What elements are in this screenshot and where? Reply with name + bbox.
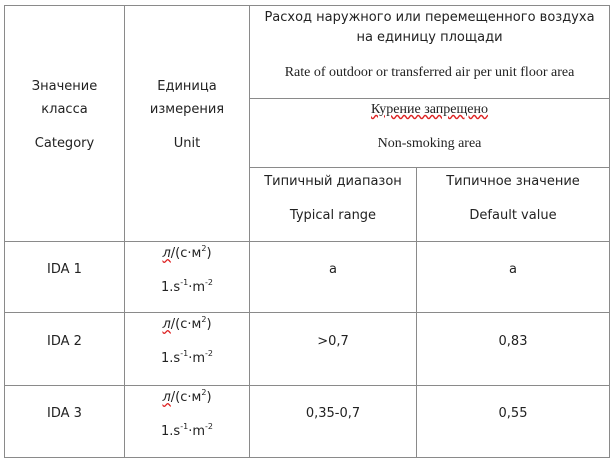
row-unit: [125, 242, 249, 312]
header-unit: [125, 6, 249, 241]
header-category-ru-2: класса: [41, 102, 88, 117]
header-category: [5, 6, 124, 241]
header-default-value: [417, 168, 609, 241]
row-typical: 0,35-0,7: [305, 406, 361, 421]
header-typical-en: Typical range: [289, 208, 377, 223]
row-default: 0,55: [498, 406, 528, 421]
row-typical: >0,7: [317, 334, 349, 349]
unit-en: $1.s^{-1}\cdot m^{-2}$: [161, 422, 213, 439]
row-category: IDA 2: [47, 334, 82, 349]
unit-en: $1.s^{-1}\cdot m^{-2}$: [161, 349, 213, 366]
row-category: IDA 3: [47, 406, 82, 421]
header-smoking-en: Non-smoking area: [377, 136, 482, 151]
unit-en: $1.s^{-1}\cdot m^{-2}$: [161, 278, 213, 295]
unit-ru: $л/(с\cdot м^2)$: [162, 315, 212, 332]
header-unit-ru-1: Единица: [157, 79, 217, 94]
grid-line-h-header-end: [4, 241, 610, 242]
header-rate-ru-2: на единицу площади: [356, 30, 503, 45]
header-typical-range: [250, 168, 416, 241]
header-rate: [250, 6, 609, 98]
header-category-en: Category: [34, 136, 95, 151]
header-typical-ru: Типичный диапазон: [264, 174, 402, 189]
header-rate-en: Rate of outdoor or transferred air per unit floor area: [284, 65, 575, 80]
header-smoking: [250, 99, 609, 167]
header-rate-ru-1: Расход наружного или перемещенного воздуха: [264, 10, 595, 25]
header-category-ru-1: Значение: [31, 79, 98, 94]
row-category: IDA 1: [47, 262, 82, 277]
row-unit: [125, 386, 249, 457]
grid-line-bottom: [4, 457, 610, 458]
row-typical: a: [329, 262, 337, 277]
grid-line-right: [609, 5, 610, 458]
unit-ru: $л/(с\cdot м^2)$: [162, 244, 212, 261]
header-smoking-ru: Курение запрещено: [371, 102, 488, 117]
row-default: a: [509, 262, 517, 277]
header-unit-ru-2: измерения: [149, 102, 225, 117]
header-unit-en: Unit: [173, 136, 201, 151]
header-default-en: Default value: [469, 208, 557, 223]
grid-line-h-row2: [4, 385, 610, 386]
row-unit: [125, 313, 249, 385]
header-default-ru: Типичное значение: [446, 174, 580, 189]
unit-ru: $л/(с\cdot м^2)$: [162, 388, 212, 405]
row-default: 0,83: [498, 334, 528, 349]
grid-line-h-row1: [4, 312, 610, 313]
